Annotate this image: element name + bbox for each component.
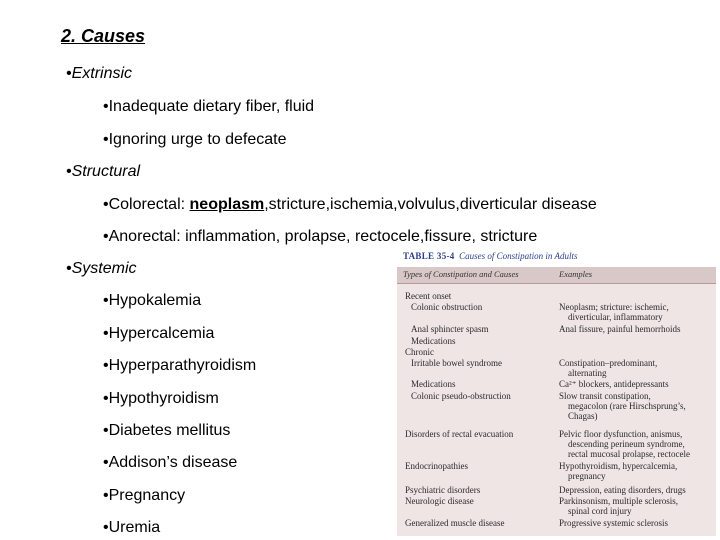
table-cell-line: Parkinsonism, multiple sclerosis, (559, 496, 678, 506)
table-cell-cause: Recent onset (405, 291, 452, 301)
table-cell-line: Pelvic floor dysfunction, anismus, (559, 429, 683, 439)
table-cell-examples (559, 485, 713, 495)
table-cell-line: Ca²⁺ blockers, antidepressants (559, 379, 669, 389)
table-cell-examples (559, 429, 713, 459)
table-cell-cause: Irritable bowel syndrome (411, 358, 502, 368)
bullet-hyperparathyroidism: •Hyperparathyroidism (103, 357, 257, 374)
table-cell-cause: Colonic obstruction (411, 302, 483, 312)
bullet-pregnancy: •Pregnancy (103, 487, 186, 504)
table-cell-examples (559, 496, 713, 516)
group-extrinsic-label: •Extrinsic (66, 65, 133, 82)
table-cell-line: Depression, eating disorders, drugs (559, 485, 686, 495)
table-cell-examples (559, 302, 713, 322)
group-structural-label: •Structural (66, 163, 141, 180)
table-cell-cause: Psychiatric disorders (405, 485, 481, 495)
colorectal-neoplasm: neoplasm (189, 196, 265, 213)
table-cell-line: Hypothyroidism, hypercalcemia, (559, 461, 678, 471)
table-title (403, 251, 577, 261)
table-cell-line: rectal mucosal prolapse, rectocele (568, 449, 690, 459)
table-cell-line: Chagas) (568, 411, 598, 421)
bullet-ignoring-urge: •Ignoring urge to defecate (103, 131, 287, 148)
table-cell-examples (559, 324, 713, 334)
bullet-addisons: •Addison’s disease (103, 454, 238, 471)
table-cell-line: spinal cord injury (568, 506, 632, 516)
bullet-uremia: •Uremia (103, 519, 161, 536)
table-cell-cause: Endocrinopathies (405, 461, 468, 471)
bullet-dietary-fiber: •Inadequate dietary fiber, fluid (103, 98, 315, 115)
table-cell-examples (559, 391, 713, 421)
bullet-hypercalcemia: •Hypercalcemia (103, 325, 215, 342)
table-cell-examples (559, 358, 713, 378)
bullet-diabetes: •Diabetes mellitus (103, 422, 231, 439)
table-cell-line: pregnancy (568, 471, 606, 481)
group-systemic-label: •Systemic (66, 260, 137, 277)
colorectal-rest: ,stricture,ischemia,volvulus,diverticular disease (264, 196, 597, 213)
table-cell-line: Constipation–predominant, (559, 358, 658, 368)
bullet-colorectal (103, 196, 597, 214)
table-cell-line: Slow transit constipation, (559, 391, 651, 401)
table-cell-cause: Anal sphincter spasm (411, 324, 489, 334)
table-cell-line: alternating (568, 368, 607, 378)
table-cell-line: Progressive systemic sclerosis (559, 518, 668, 528)
colorectal-prefix: •Colorectal: (103, 196, 190, 213)
table-cell-cause: Medications (411, 336, 456, 346)
table-cell-cause: Medications (411, 379, 456, 389)
table-header-bar (397, 248, 716, 267)
table-cell-line: descending perineum syndrome, (568, 439, 685, 449)
bullet-hypokalemia: •Hypokalemia (103, 292, 202, 309)
constipation-table-image (397, 248, 716, 536)
bullet-anorectal: •Anorectal: inflammation, prolapse, rectocele,fissure, stricture (103, 228, 538, 245)
table-cell-line: diverticular, inflammatory (568, 312, 663, 322)
bullet-hypothyroidism: •Hypothyroidism (103, 390, 219, 407)
table-cell-examples (559, 379, 713, 389)
table-col2-header: Examples (559, 269, 593, 279)
table-caption: Causes of Constipation in Adults (459, 251, 578, 261)
table-cell-examples (559, 518, 713, 528)
table-cell-line: megacolon (rare Hirschsprung’s, (568, 401, 686, 411)
table-cell-cause: Generalized muscle disease (405, 518, 505, 528)
table-cell-line: Neoplasm; stricture: ischemic, (559, 302, 669, 312)
slide-title: 2. Causes (61, 26, 146, 46)
table-cell-line: Anal fissure, painful hemorrhoids (559, 324, 681, 334)
table-cell-cause: Colonic pseudo-obstruction (411, 391, 511, 401)
table-number: TABLE 35-4 (403, 251, 455, 261)
table-col1-header: Types of Constipation and Causes (403, 269, 519, 279)
table-cell-examples (559, 461, 713, 481)
table-cell-cause: Neurologic disease (405, 496, 474, 506)
table-cell-cause: Chronic (405, 347, 434, 357)
table-column-header (397, 267, 716, 284)
table-cell-cause: Disorders of rectal evacuation (405, 429, 514, 439)
